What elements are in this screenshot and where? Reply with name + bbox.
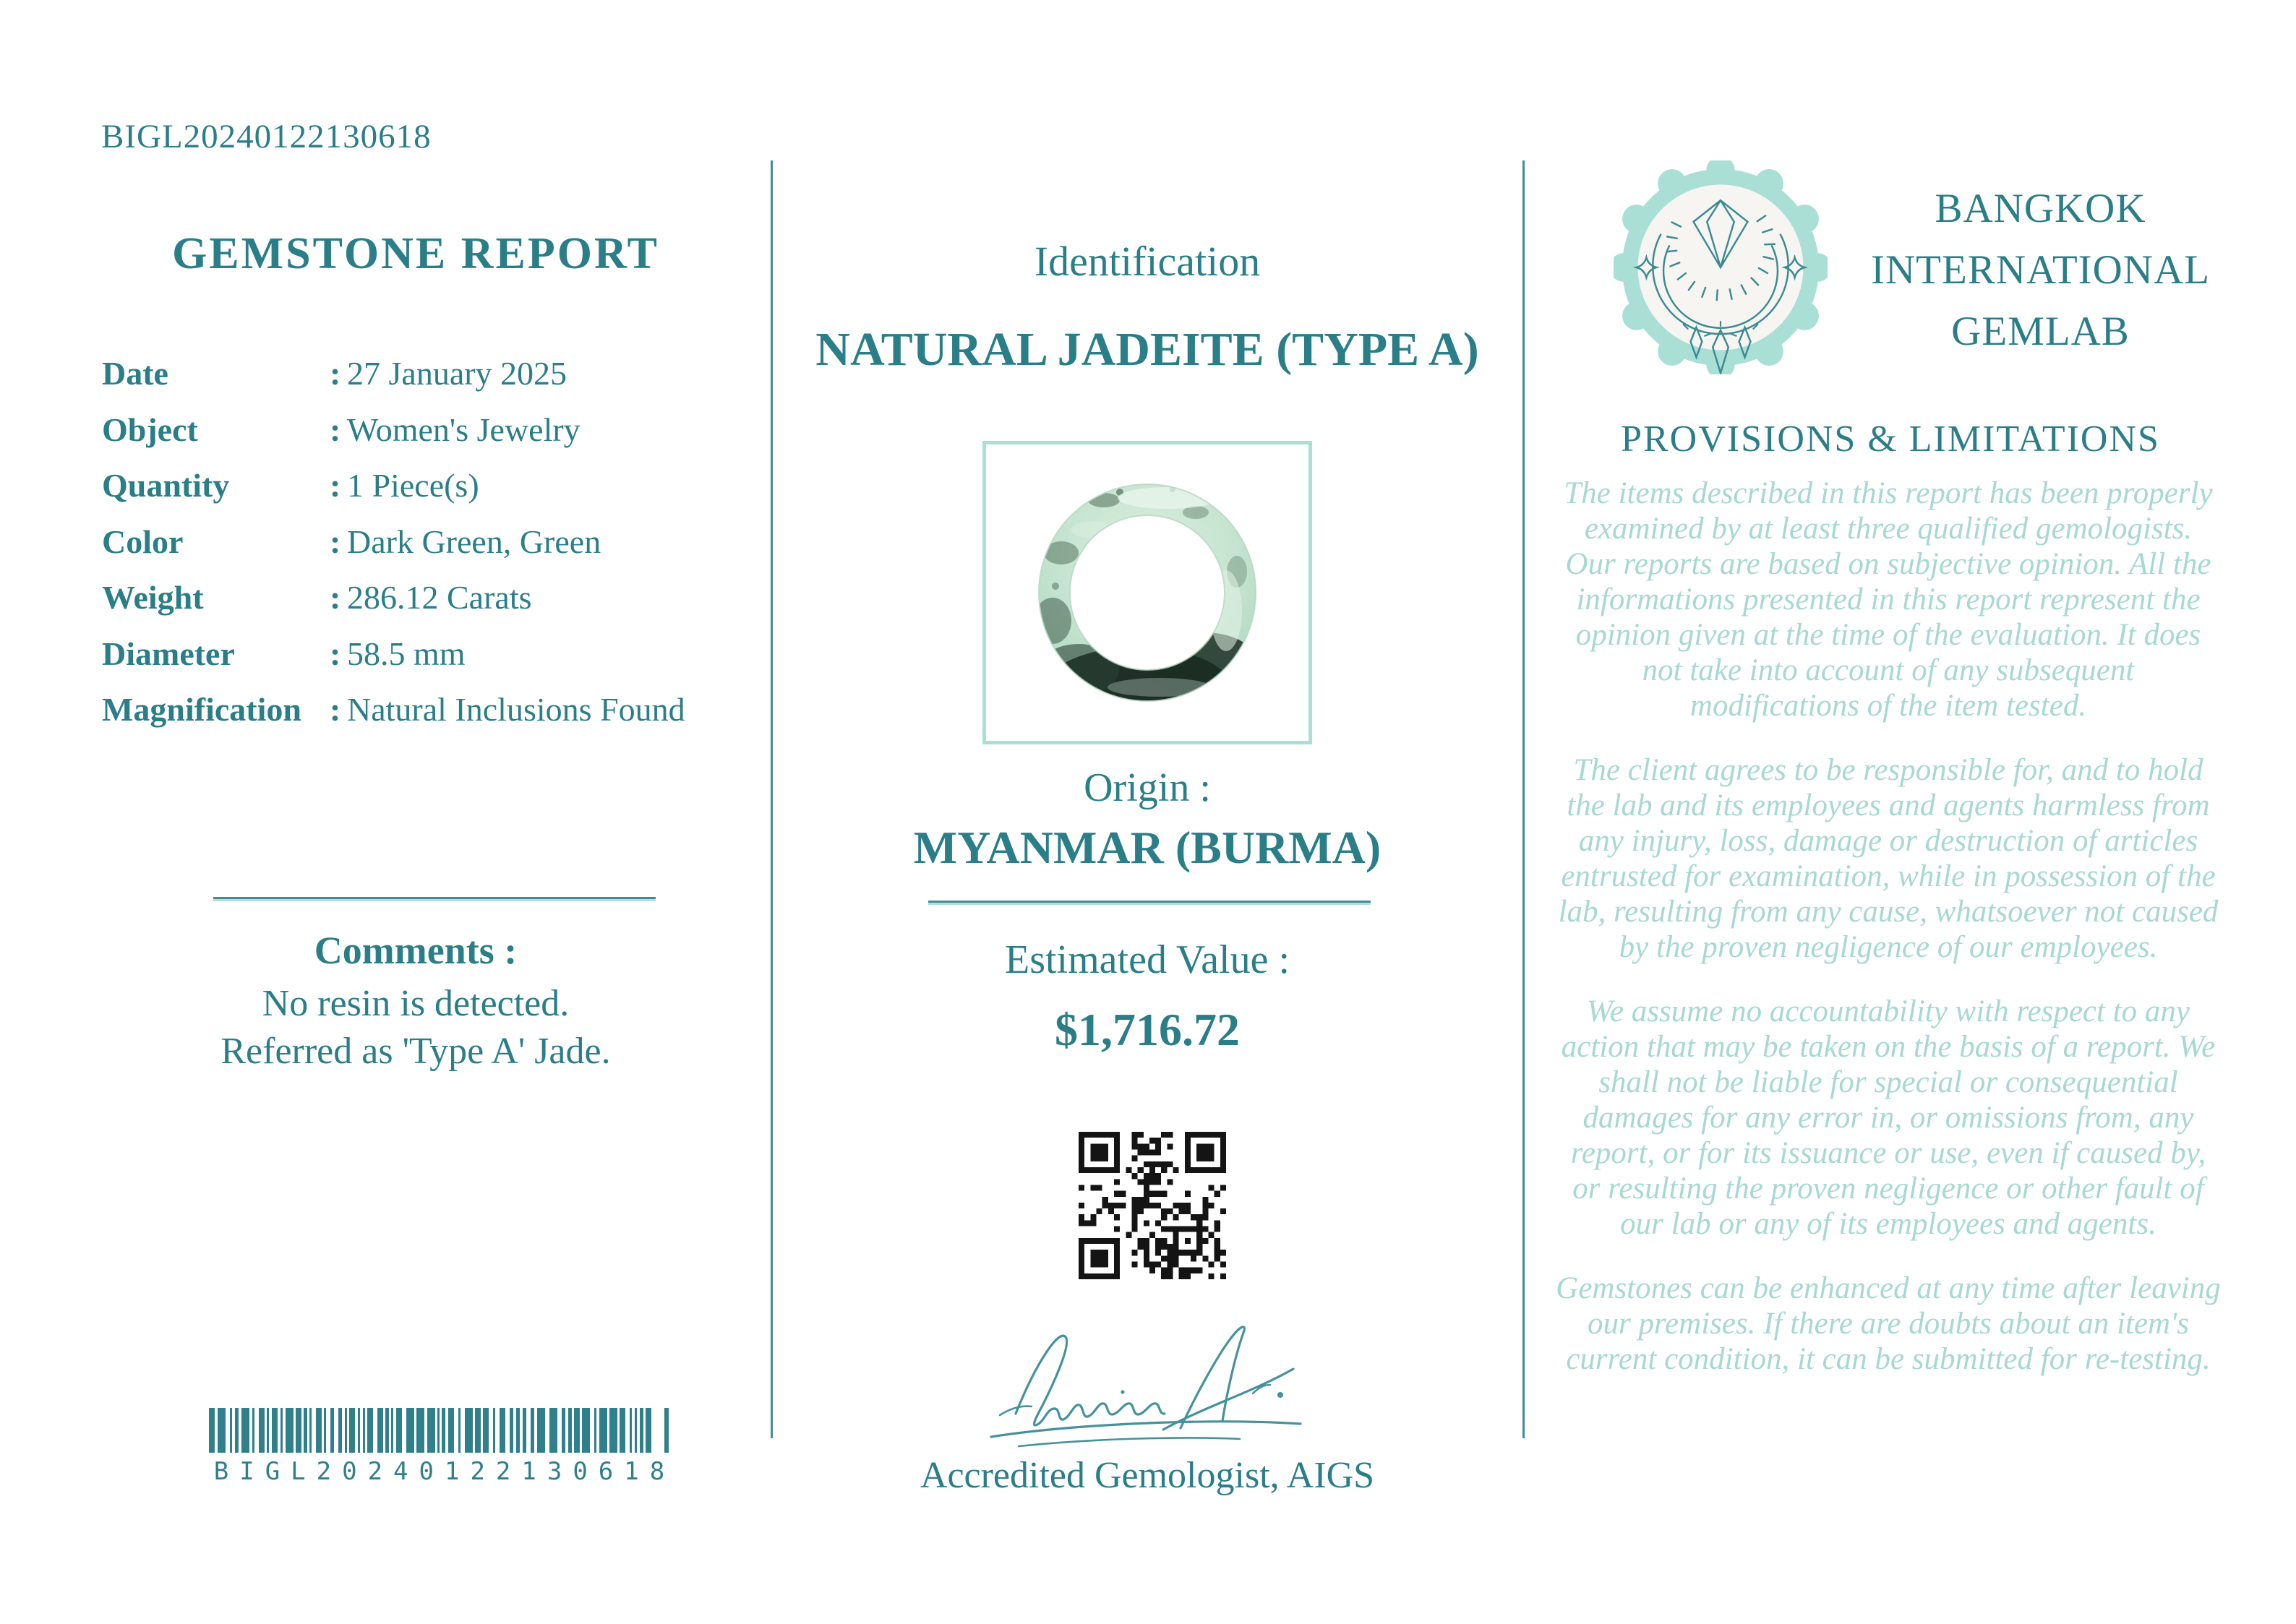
comments-line: Referred as 'Type A' Jade. [220, 1031, 611, 1072]
column-divider-left [771, 160, 773, 1438]
field-label: Color [102, 523, 184, 560]
column-divider-right [1522, 160, 1525, 1438]
report-title: GEMSTONE REPORT [172, 229, 659, 278]
lab-name-line: INTERNATIONAL [1871, 247, 2210, 293]
field-colon: : [330, 467, 341, 504]
comments-divider [213, 897, 656, 899]
field-value: 1 Piece(s) [347, 467, 479, 504]
field-value: 27 January 2025 [347, 355, 567, 392]
lab-name-line: BANGKOK [1935, 186, 2146, 231]
provisions-paragraphs [1556, 476, 2221, 1406]
provisions-paragraph: The items described in this report has been properly examined by at least three qualified gemologists. Our reports are based on subjective opinion. All the informations presented in this report represent the opinion given at the time of the evaluation. It does not take into account of any subsequent modifications of the item tested. [1564, 476, 2213, 723]
field-colon: : [330, 355, 341, 392]
field-colon: : [330, 523, 341, 560]
barcode-text: BIGL20240122130618 [213, 1457, 676, 1486]
provisions-paragraph: Gemstones can be enhanced at any time after leaving our premises. If there are doubts about an item's current condition, it can be submitted for re-testing. [1556, 1271, 2221, 1376]
origin-label: Origin : [1084, 765, 1211, 810]
field-colon: : [330, 411, 341, 448]
estimated-value-label: Estimated Value : [1005, 937, 1290, 982]
field-row [102, 457, 738, 514]
provisions-title: PROVISIONS & LIMITATIONS [1621, 418, 2160, 460]
comments-title: Comments : [314, 929, 518, 972]
signature-icon [974, 1307, 1321, 1448]
field-label: Quantity [102, 467, 230, 504]
field-label: Diameter [102, 635, 235, 672]
gem-photo-frame [982, 441, 1312, 744]
field-row [102, 514, 738, 570]
lab-name [1840, 178, 2241, 362]
report-fields [102, 345, 738, 738]
field-value: Dark Green, Green [347, 523, 601, 560]
field-row [102, 402, 738, 458]
field-colon: : [330, 691, 341, 729]
comments-text [101, 980, 730, 1075]
comments-line: No resin is detected. [262, 983, 570, 1024]
jade-bangle-photo [986, 444, 1308, 741]
barcode-icon [209, 1408, 669, 1453]
gemologist-credit: Accredited Gemologist, AIGS [920, 1455, 1375, 1496]
field-value: 286.12 Carats [347, 579, 532, 616]
field-row [102, 626, 738, 682]
identification-heading: Identification [1034, 238, 1261, 285]
field-colon: : [330, 635, 341, 672]
field-value: Women's Jewelry [347, 411, 581, 448]
origin-value: MYANMAR (BURMA) [913, 822, 1382, 873]
field-row [102, 682, 738, 738]
identification-result: NATURAL JADEITE (TYPE A) [815, 323, 1479, 376]
report-number: BIGL20240122130618 [101, 118, 432, 155]
provisions-paragraph: We assume no accountability with respect to any action that may be taken on the basis of a report. We shall not be liable for special or consequential damages for any error in, or omissions from, any report, or for its issuance or use, even if caused by, or resulting the proven negligence or other fault of our lab or any of its employees and agents. [1561, 994, 2216, 1241]
field-colon: : [330, 579, 341, 616]
estimated-value-amount: $1,716.72 [1055, 1004, 1240, 1055]
field-label: Weight [102, 579, 204, 616]
qr-code-icon [1079, 1132, 1226, 1279]
field-row [102, 570, 738, 626]
field-label: Magnification [102, 691, 301, 729]
field-label: Date [102, 355, 168, 392]
field-label: Object [102, 411, 198, 448]
field-value: Natural Inclusions Found [347, 691, 685, 729]
value-divider [928, 901, 1371, 903]
field-value: 58.5 mm [347, 635, 466, 672]
lab-name-line: GEMLAB [1951, 309, 2130, 354]
field-row [102, 345, 738, 402]
lab-logo-icon [1614, 160, 1828, 374]
provisions-paragraph: The client agrees to be responsible for, and to hold the lab and its employees and agents harmless from any injury, loss, damage or destruction of articles entrusted for examination, while in possession of the lab, resulting from any cause, whatsoever not caused by the proven negligence of our employees. [1558, 753, 2219, 964]
